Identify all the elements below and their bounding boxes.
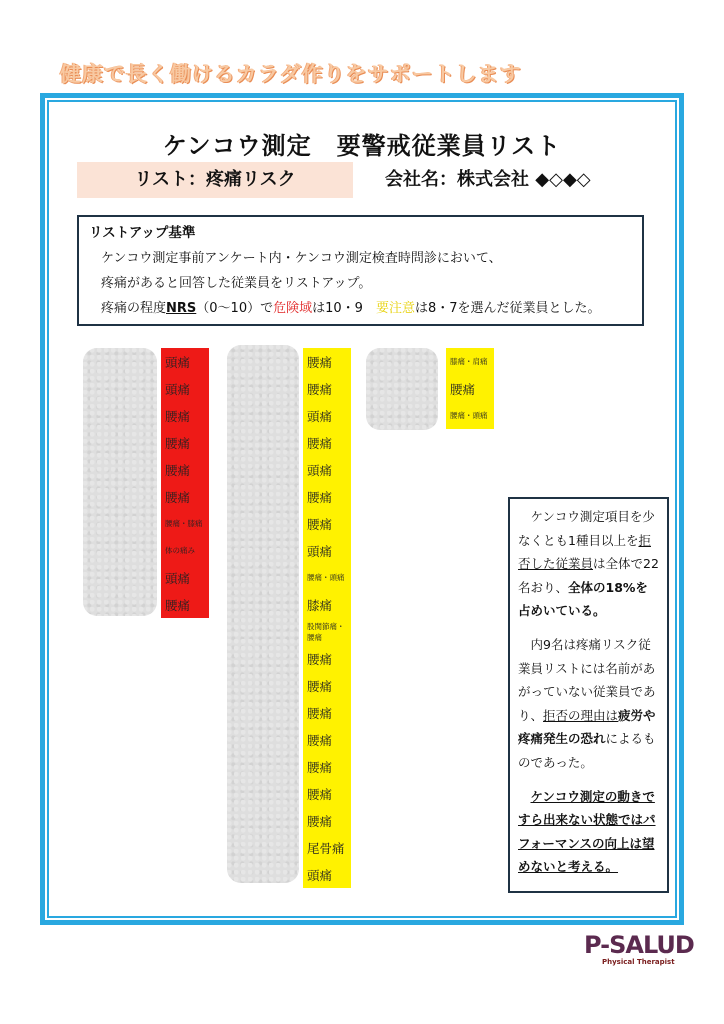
pain-site-cell: 頭痛	[303, 537, 351, 564]
note-underline: 拒否の理由は	[543, 707, 619, 723]
note-conclusion: ケンコウ測定の動きですら出来ない状態ではパフォーマンスの向上は望めないと考える。	[518, 788, 656, 875]
criteria-text: は8・7を選んだ従業員とした。	[414, 301, 601, 316]
pain-site-cell: 腰痛	[161, 483, 209, 510]
note-text: は全体で22名おり、	[518, 556, 659, 595]
danger-pain-column	[161, 348, 209, 618]
pain-site-cell: 腰痛	[303, 726, 351, 753]
note-bold: 疲労や疼痛発生の恐れ	[518, 707, 656, 747]
criteria-line-1: ケンコウ測定事前アンケート内・ケンコウ測定検査時問診において、	[101, 251, 502, 266]
company-name: 会社名：株式会社 ◆◇◆◇	[385, 169, 591, 190]
criteria-box	[77, 215, 644, 326]
danger-zone-label: 危険域	[273, 301, 313, 316]
pain-site-cell: 腰痛	[303, 348, 351, 375]
pain-site-cell: 腰痛	[303, 699, 351, 726]
criteria-text: （0〜10）で	[196, 301, 274, 316]
pain-site-cell: 膝痛	[303, 591, 351, 618]
pain-site-cell: 頭痛	[303, 402, 351, 429]
criteria-text: は10・9	[312, 301, 376, 316]
pain-site-cell: 頭痛	[161, 375, 209, 402]
pain-site-cell: 腰痛・頭痛	[303, 564, 351, 591]
redacted-names-3	[366, 348, 438, 430]
pain-site-cell: 股関節痛・腰痛	[303, 618, 351, 645]
page-title: ケンコウ測定 要警戒従業員リスト	[162, 132, 562, 160]
nrs-term: NRS	[166, 301, 197, 316]
note-paragraph-2	[518, 633, 659, 775]
caution-pain-column-2	[446, 348, 494, 429]
pain-site-cell: 腰痛	[303, 672, 351, 699]
redacted-names-2	[227, 345, 299, 883]
pain-site-cell: 頭痛	[161, 348, 209, 375]
pain-site-cell: 体の痛み	[161, 537, 209, 564]
pain-site-cell: 腰痛	[303, 753, 351, 780]
redacted-names-1	[83, 348, 157, 616]
pain-site-cell: 腰痛	[303, 807, 351, 834]
note-text: ケンコウ測定項目を少なくとも1種目以上を	[518, 509, 655, 548]
pain-site-cell: 頭痛	[161, 564, 209, 591]
pain-site-cell: 尾骨痛	[303, 834, 351, 861]
pain-site-cell: 腰痛	[161, 456, 209, 483]
caution-zone-label: 要注意	[375, 301, 415, 316]
note-text: によるものであった。	[518, 731, 656, 770]
pain-site-cell: 腰痛	[446, 375, 494, 402]
pain-site-cell: 頭痛	[303, 861, 351, 888]
pain-site-cell: 腰痛	[161, 402, 209, 429]
note-paragraph-1	[518, 505, 659, 623]
pain-site-cell: 膝痛・肩痛	[446, 348, 494, 375]
tagline: 健康で長く働けるカラダ作りをサポートします	[60, 62, 522, 86]
pain-site-cell: 頭痛	[303, 456, 351, 483]
summary-note	[508, 497, 669, 893]
p-salud-logo	[584, 932, 694, 976]
pain-site-cell: 腰痛	[303, 645, 351, 672]
pain-site-cell: 腰痛	[303, 429, 351, 456]
criteria-heading: リストアップ基準	[89, 225, 196, 241]
pain-site-cell: 腰痛	[303, 780, 351, 807]
pain-site-cell: 腰痛	[161, 429, 209, 456]
pain-site-cell: 腰痛	[303, 510, 351, 537]
list-type-label: リスト：疼痛リスク	[77, 162, 353, 198]
pain-site-cell: 腰痛・頭痛	[446, 402, 494, 429]
pain-site-cell: 腰痛	[303, 483, 351, 510]
pain-site-cell: 腰痛	[161, 591, 209, 618]
note-bold: 全体の18%を占めいている。	[518, 579, 648, 619]
note-underline: 拒否した従業員	[518, 532, 651, 572]
pain-site-cell: 腰痛	[303, 375, 351, 402]
pain-site-cell: 腰痛・膝痛	[161, 510, 209, 537]
note-text: 内9名は疼痛リスク従業員リストには名前があがっていない従業員であり、	[518, 636, 656, 723]
logo-wordmark: P-SALUD	[584, 931, 694, 959]
criteria-line-2: 疼痛があると回答した従業員をリストアップ。	[101, 276, 372, 291]
criteria-line-3	[89, 297, 632, 316]
caution-pain-column-1	[303, 348, 351, 888]
logo-subtitle: Physical Therapist	[602, 958, 675, 966]
criteria-text: 疼痛の程度	[101, 301, 167, 316]
